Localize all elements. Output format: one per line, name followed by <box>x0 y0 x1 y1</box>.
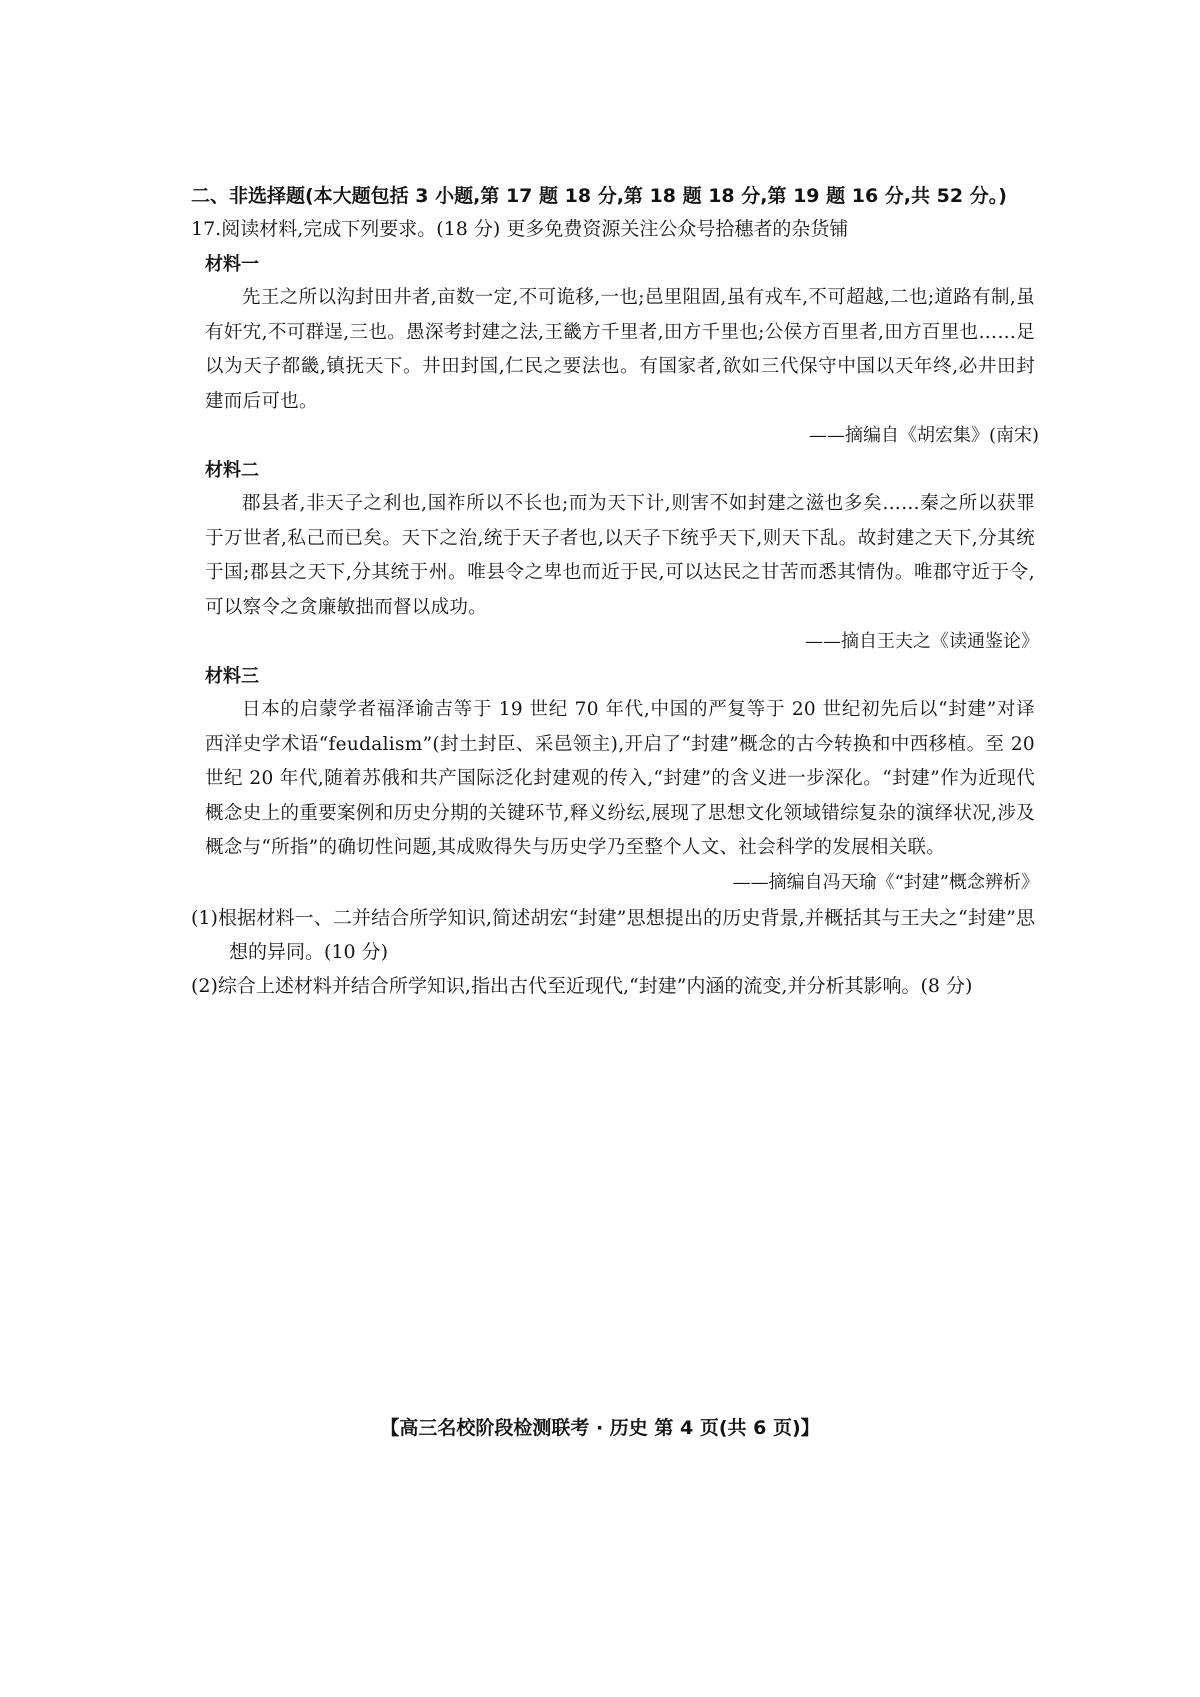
page-content <box>191 180 1039 1003</box>
material-label: 材料三 <box>205 666 259 687</box>
material-source: ——摘编自《胡宏集》(南宋) <box>808 425 1039 446</box>
question-number: 17. <box>191 218 222 240</box>
subquestion-1: (1)根据材料一、二并结合所学知识,简述胡宏“封建”思想提出的历史背景,并概括其与王夫之“封建”思想的异同。(10 分) <box>191 906 1035 963</box>
material-block <box>205 248 1039 452</box>
material-block <box>205 660 1039 899</box>
material-label: 材料一 <box>205 254 259 275</box>
material-text: 日本的启蒙学者福泽谕吉等于 19 世纪 70 年代,中国的严复等于 20 世纪初先后以“封建”对译西洋史学术语“feudalism”(封土封臣、采邑领主),开启了“封建”概念的古今转换和中西移植。至 20 世纪 20 年代,随着苏俄和共产国际泛化封建观的传入,“封建”的含义进一步深化。“封建”作为近现代概念史上的重要案例和历史分期的关键环节,释义纷纭,展现了思想文化领域错综复杂的演绎状况,涉及概念与“所指”的确切性问题,其成败得失与历史学乃至整个人文、社会科学的发展相关联。 <box>205 699 1035 858</box>
material-label: 材料二 <box>205 460 259 481</box>
question-17-header <box>191 213 1035 246</box>
material-block <box>205 454 1039 658</box>
page-footer: 【高三名校阶段检测联考 · 历史 第 4 页(共 6 页)】 <box>380 1417 820 1439</box>
material-text: 郡县者,非天子之利也,国祚所以不长也;而为天下计,则害不如封建之滋也多矣……秦之所以获罪于万世者,私己而已矣。天下之治,统于天子者也,以天子下统乎天下,则天下乱。故封建之天下,分其统于国;郡县之天下,分其统于州。唯县令之卑也而近于民,可以达民之甘苦而悉其情伪。唯郡守近于令,可以察令之贪廉敏拙而督以成功。 <box>205 493 1035 618</box>
promo-note: 更多免费资源关注公众号拾穗者的杂货铺 <box>506 218 849 240</box>
section-title: 二、非选择题(本大题包括 3 小题,第 17 题 18 分,第 18 题 18 分,第 19 题 16 分,共 52 分。) <box>191 185 1007 207</box>
material-text: 先王之所以沟封田井者,亩数一定,不可诡移,一也;邑里阻固,虽有戎车,不可超越,二也;道路有制,虽有奸宄,不可群逞,三也。愚深考封建之法,王畿方千里者,田方千里也;公侯方百里者,田方百里也……足以为天子都畿,镇抚天下。井田封国,仁民之要法也。有国家者,欲如三代保守中国以天年终,必井田封建而后可也。 <box>205 287 1035 412</box>
material-source: ——摘自王夫之《读通鉴论》 <box>805 631 1039 652</box>
question-prompt: 阅读材料,完成下列要求。(18 分) <box>221 218 501 240</box>
subquestion-2: (2)综合上述材料并结合所学知识,指出古代至近现代,“封建”内涵的流变,并分析其影响。(8 分) <box>191 974 973 997</box>
material-source: ——摘编自冯天瑜《“封建”概念辨析》 <box>732 871 1039 893</box>
